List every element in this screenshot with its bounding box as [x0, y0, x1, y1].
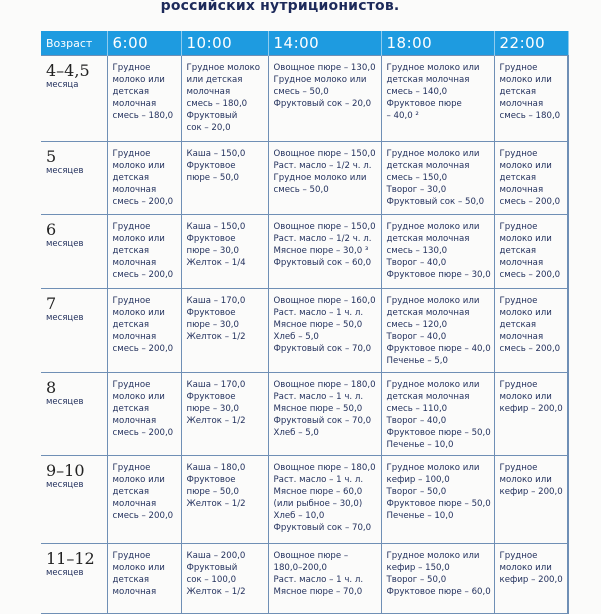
meal-cell	[494, 456, 568, 544]
meal-item: молочная	[499, 185, 544, 195]
meal-item: Фруктовый сок – 70,0	[273, 523, 372, 533]
meal-cell	[381, 56, 494, 142]
meal-item: смесь – 180,0	[499, 111, 561, 121]
meal-item: смесь – 50,0	[273, 185, 329, 195]
age-unit: месяцев	[46, 480, 84, 490]
meal-item: Каша – 170,0	[186, 380, 246, 390]
meal-item: Раст. масло – 1 ч. л.	[273, 475, 364, 485]
column-header-time: 14:00	[268, 31, 381, 56]
table-row	[41, 373, 568, 456]
meal-item: смесь – 200,0	[112, 344, 174, 354]
meal-cell	[494, 373, 568, 456]
meal-item: смесь – 200,0	[499, 270, 561, 280]
age-unit: месяцев	[46, 166, 84, 176]
meal-cell	[268, 142, 381, 215]
table-row	[41, 215, 568, 289]
meal-item: Мясное пюре – 50,0	[273, 404, 363, 414]
meal-item: Желток – 1/4	[186, 258, 246, 268]
meal-item: Мясное пюре – 30,0 ³	[273, 246, 369, 256]
meal-cell	[107, 56, 181, 142]
table-header-row	[41, 31, 568, 56]
meal-cell	[381, 373, 494, 456]
meal-cell	[181, 373, 268, 456]
meal-item: смесь – 50,0	[273, 87, 329, 97]
meal-item: Фруктовый сок – 70,0	[273, 344, 372, 354]
meal-cell	[107, 142, 181, 215]
meal-item: Фруктовый сок – 70,0	[273, 416, 372, 426]
meal-item: смесь – 200,0	[499, 197, 561, 207]
meal-item: смесь – 200,0	[499, 344, 561, 354]
meal-item: детская	[112, 487, 150, 497]
meal-item: Фруктовый	[186, 563, 238, 573]
meal-item: или детская	[186, 75, 243, 85]
age-value: 11–12	[46, 549, 95, 568]
meal-cell	[181, 142, 268, 215]
meal-item: Фруктовый сок – 20,0	[273, 99, 372, 109]
meal-item: детская	[499, 320, 537, 330]
meal-item: смесь – 120,0	[386, 320, 448, 330]
meal-cell	[107, 456, 181, 544]
meal-cell	[381, 544, 494, 614]
meal-item: сок – 20,0	[186, 123, 231, 133]
meal-item: Фруктовое	[186, 161, 236, 171]
meal-item: детская	[112, 404, 150, 414]
meal-cell	[494, 56, 568, 142]
meal-item: детская	[112, 87, 150, 97]
age-unit: месяцев	[46, 568, 84, 578]
meal-item: Грудное молоко или	[386, 222, 480, 232]
meal-item: смесь – 200,0	[112, 197, 174, 207]
meal-item: Творог – 40,0	[386, 416, 447, 426]
table-row	[41, 544, 568, 614]
meal-item: Фруктовый сок – 60,0	[273, 258, 372, 268]
meal-cell	[107, 289, 181, 373]
meal-item: Грудное молоко или	[386, 463, 480, 473]
meal-item: молоко или	[112, 234, 165, 244]
meal-item: Грудное	[499, 551, 538, 561]
table-row	[41, 56, 568, 142]
meal-item: молоко или	[499, 234, 552, 244]
meal-item: Грудное	[112, 222, 151, 232]
meal-item: – 40,0 ²	[386, 111, 419, 121]
meal-item: Раст. масло – 1 ч. л.	[273, 392, 364, 402]
meal-item: Грудное молоко	[186, 63, 261, 73]
meal-item: Хлеб – 5,0	[273, 428, 319, 438]
meal-cell	[381, 289, 494, 373]
meal-item: молоко или	[499, 308, 552, 318]
meal-item: Грудное	[112, 463, 151, 473]
meal-item: молоко или	[112, 308, 165, 318]
meal-cell	[268, 215, 381, 289]
meal-item: Грудное молоко или	[273, 173, 367, 183]
meal-item: 180,0–200,0	[273, 563, 328, 573]
meal-item: молочная	[112, 499, 157, 509]
meal-item: Желток – 1/2	[186, 499, 246, 509]
meal-item: Мясное пюре – 60,0	[273, 487, 363, 497]
meal-item: детская молочная	[386, 392, 470, 402]
meal-item: Творог – 40,0	[386, 332, 447, 342]
meal-item: Желток – 1/2	[186, 587, 246, 597]
meal-item: Грудное молоко или	[386, 63, 480, 73]
meal-item: смесь – 110,0	[386, 404, 448, 414]
meal-cell	[107, 215, 181, 289]
column-header-time: 18:00	[381, 31, 494, 56]
meal-item: Овощное пюре –	[273, 551, 349, 561]
meal-item: смесь – 200,0	[112, 511, 174, 521]
meal-item: Фруктовое пюре – 50,0	[386, 499, 491, 509]
meal-item: молочная	[499, 99, 544, 109]
meal-item: пюре – 50,0	[186, 487, 239, 497]
meal-item: детская молочная	[386, 234, 470, 244]
meal-item: детская молочная	[386, 308, 470, 318]
meal-item: детская	[112, 173, 150, 183]
meal-item: молочная	[499, 258, 544, 268]
meal-item: Печенье – 10,0	[386, 440, 454, 450]
meal-item: Мясное пюре – 70,0	[273, 587, 363, 597]
meal-item: Грудное	[499, 149, 538, 159]
meal-item: Мясное пюре – 50,0	[273, 320, 363, 330]
meal-item: Хлеб – 5,0	[273, 332, 319, 342]
meal-item: детская	[112, 320, 150, 330]
meal-item: Грудное	[112, 380, 151, 390]
meal-item: сок – 100,0	[186, 575, 237, 585]
meal-item: смесь – 200,0	[112, 270, 174, 280]
meal-cell	[268, 456, 381, 544]
meal-item: Овощное пюре – 180,0	[273, 463, 376, 473]
meal-item: Фруктовое пюре – 30,0	[386, 270, 491, 280]
meal-item: молочная	[112, 99, 157, 109]
meal-item: Грудное	[499, 222, 538, 232]
meal-item: Фруктовое	[186, 475, 236, 485]
meal-item: смесь – 130,0	[386, 246, 448, 256]
meal-item: Раст. масло – 1 ч. л.	[273, 575, 364, 585]
meal-cell	[268, 544, 381, 614]
meal-item: Овощное пюре – 150,0	[273, 222, 376, 232]
meal-item: Фруктовый сок – 50,0	[386, 197, 485, 207]
meal-cell	[107, 544, 181, 614]
meal-item: Грудное	[499, 380, 538, 390]
age-unit: месяца	[46, 80, 79, 90]
meal-item: молоко или	[112, 161, 165, 171]
meal-item: смесь – 180,0	[112, 111, 174, 121]
meal-item: молоко или	[499, 161, 552, 171]
meal-cell	[181, 215, 268, 289]
meal-cell	[268, 56, 381, 142]
age-cell	[41, 142, 107, 215]
meal-item: Грудное	[499, 63, 538, 73]
age-cell	[41, 373, 107, 456]
meal-item: Овощное пюре – 180,0	[273, 380, 376, 390]
meal-item: Грудное молоко или	[273, 75, 367, 85]
meal-item: Печенье – 10,0	[386, 511, 454, 521]
meal-item: Творог – 40,0	[386, 258, 447, 268]
column-header-age: Возраст	[41, 31, 107, 56]
age-value: 9–10	[46, 461, 85, 480]
age-value: 7	[46, 294, 57, 313]
meal-item: детская	[112, 246, 150, 256]
meal-item: Фруктовое пюре – 40,0	[386, 344, 491, 354]
feeding-schedule-table	[41, 31, 569, 614]
meal-item: молоко или	[499, 475, 552, 485]
table-row	[41, 289, 568, 373]
meal-item: Каша – 200,0	[186, 551, 246, 561]
age-cell	[41, 215, 107, 289]
meal-item: детская	[112, 575, 150, 585]
meal-item: Фруктовое пюре – 60,0	[386, 587, 491, 597]
meal-item: детская	[499, 246, 537, 256]
meal-cell	[494, 289, 568, 373]
meal-item: Грудное молоко или	[386, 296, 480, 306]
meal-item: кефир – 200,0	[499, 575, 563, 585]
meal-item: Каша – 170,0	[186, 296, 246, 306]
column-header-time: 10:00	[181, 31, 268, 56]
meal-item: смесь – 180,0	[186, 99, 248, 109]
meal-item: молоко или	[499, 75, 552, 85]
meal-item: смесь – 140,0	[386, 87, 448, 97]
meal-item: Грудное	[112, 551, 151, 561]
meal-item: Овощное пюре – 150,0	[273, 149, 376, 159]
meal-item: Фруктовое	[186, 308, 236, 318]
meal-item: пюре – 50,0	[186, 173, 239, 183]
age-value: 6	[46, 220, 57, 239]
meal-cell	[381, 142, 494, 215]
meal-item: Хлеб – 10,0	[273, 511, 325, 521]
meal-item: Фруктовый	[186, 111, 238, 121]
meal-item: Грудное	[112, 63, 151, 73]
meal-item: молоко или	[112, 75, 165, 85]
meal-item: Творог – 50,0	[386, 487, 447, 497]
meal-item: пюре – 30,0	[186, 404, 239, 414]
meal-item: молоко или	[499, 392, 552, 402]
meal-item: Творог – 50,0	[386, 575, 447, 585]
meal-item: детская молочная	[386, 161, 470, 171]
meal-item: Грудное	[112, 296, 151, 306]
age-value: 4–4,5	[46, 61, 90, 80]
meal-item: Фруктовое пюре – 50,0	[386, 428, 491, 438]
meal-item: Желток – 1/2	[186, 416, 246, 426]
meal-item: Овощное пюре – 130,0	[273, 63, 376, 73]
meal-item: молоко или	[112, 475, 165, 485]
meal-item: Каша – 180,0	[186, 463, 246, 473]
meal-item: детская	[499, 173, 537, 183]
meal-item: Раст. масло – 1 ч. л.	[273, 308, 364, 318]
age-unit: месяцев	[46, 239, 84, 249]
table-row	[41, 456, 568, 544]
meal-item: кефир – 150,0	[386, 563, 450, 573]
meal-item: Раст. масло – 1/2 ч. л.	[273, 234, 372, 244]
meal-item: Печенье – 5,0	[386, 356, 449, 366]
age-cell	[41, 289, 107, 373]
meal-item: Каша – 150,0	[186, 149, 246, 159]
meal-item: кефир – 200,0	[499, 404, 563, 414]
meal-item: Грудное	[499, 296, 538, 306]
meal-item: смесь – 150,0	[386, 173, 448, 183]
age-cell	[41, 456, 107, 544]
age-value: 8	[46, 378, 57, 397]
page-title: российских нутриционистов.	[160, 0, 400, 14]
meal-cell	[381, 456, 494, 544]
meal-item: Каша – 150,0	[186, 222, 246, 232]
meal-item: молочная	[112, 587, 157, 597]
meal-cell	[107, 373, 181, 456]
meal-item: молоко или	[112, 392, 165, 402]
meal-item: Грудное молоко или	[386, 149, 480, 159]
meal-cell	[494, 544, 568, 614]
meal-item: детская	[499, 87, 537, 97]
meal-item: кефир – 100,0	[386, 475, 450, 485]
meal-item: молочная	[112, 416, 157, 426]
age-cell	[41, 56, 107, 142]
column-header-time: 6:00	[107, 31, 181, 56]
age-unit: месяцев	[46, 397, 84, 407]
meal-item: кефир – 200,0	[499, 487, 563, 497]
meal-cell	[181, 289, 268, 373]
meal-item: Раст. масло – 1/2 ч. л.	[273, 161, 372, 171]
meal-item: детская молочная	[386, 75, 470, 85]
age-unit: месяцев	[46, 313, 84, 323]
meal-item: Желток – 1/2	[186, 332, 246, 342]
meal-cell	[268, 373, 381, 456]
age-value: 5	[46, 147, 57, 166]
meal-item: молочная	[499, 332, 544, 342]
meal-item: пюре – 30,0	[186, 246, 239, 256]
column-header-time: 22:00	[494, 31, 568, 56]
meal-item: Овощное пюре – 160,0	[273, 296, 376, 306]
meal-cell	[181, 544, 268, 614]
meal-item: молоко или	[112, 563, 165, 573]
meal-cell	[494, 215, 568, 289]
meal-item: Грудное молоко или	[386, 551, 480, 561]
meal-item: Творог – 30,0	[386, 185, 447, 195]
meal-item: Фруктовое пюре	[386, 99, 462, 109]
meal-cell	[381, 215, 494, 289]
meal-item: (или рыбное – 30,0)	[273, 499, 363, 509]
meal-item: молочная	[186, 87, 231, 97]
meal-cell	[268, 289, 381, 373]
meal-item: пюре – 30,0	[186, 320, 239, 330]
meal-item: Грудное	[112, 149, 151, 159]
meal-item: Фруктовое	[186, 234, 236, 244]
meal-item: молоко или	[499, 563, 552, 573]
meal-item: молочная	[112, 258, 157, 268]
meal-item: молочная	[112, 332, 157, 342]
meal-item: Грудное молоко или	[386, 380, 480, 390]
meal-item: Фруктовое	[186, 392, 236, 402]
meal-cell	[494, 142, 568, 215]
meal-cell	[181, 456, 268, 544]
meal-item: смесь – 200,0	[112, 428, 174, 438]
meal-item: Грудное	[499, 463, 538, 473]
meal-cell	[181, 56, 268, 142]
table-row	[41, 142, 568, 215]
age-cell	[41, 544, 107, 614]
meal-item: молочная	[112, 185, 157, 195]
